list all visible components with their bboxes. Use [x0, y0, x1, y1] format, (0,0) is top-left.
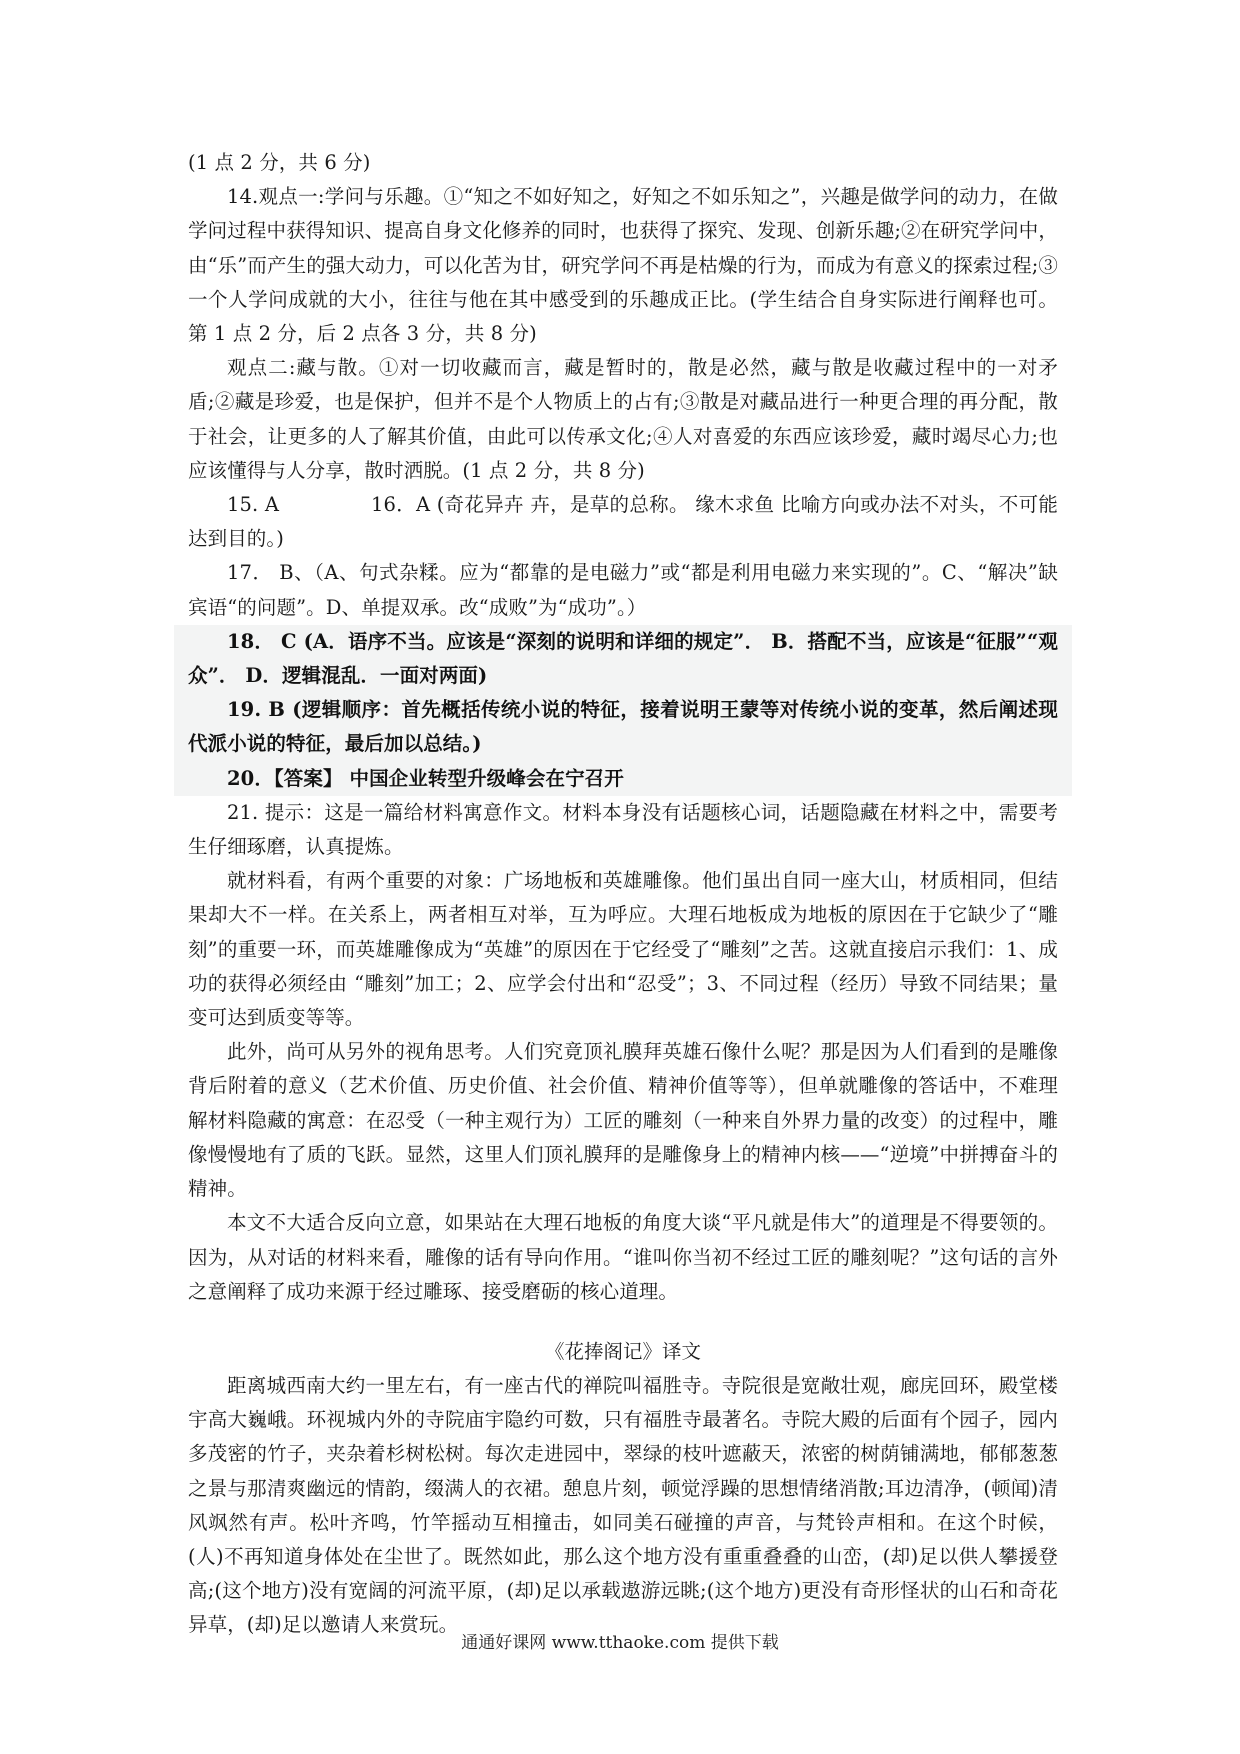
- scanned-insert: [174, 625, 1072, 796]
- answer-21-perspective: 此外，尚可从另外的视角思考。人们究竟顶礼膜拜英雄石像什么呢？那是因为人们看到的是雕像背后附着的意义（艺术价值、历史价值、社会价值、精神价值等等），但单就雕像的答话中，不难理解材料隐藏的寓意：在忍受（一种主观行为）工匠的雕刻（一种来自外界力量的改变）的过程中，雕像慢慢地有了质的飞跃。显然，这里人们顶礼膜拜的是雕像身上的精神内核——“逆境”中拼搏奋斗的精神。: [188, 1040, 1058, 1201]
- answer-17: 17． B、（A、句式杂糅。应为“都靠的是电磁力”或“都是利用电磁力来实现的”。C、“解决”缺宾语“的问题”。D、单提双承。改“成败”为“成功”。）: [188, 561, 1058, 619]
- answer-16: 16．A (奇花异卉 卉，是草的总称。 缘木求鱼 比喻方向或办法不对头，不可能达到目的。): [188, 493, 1058, 551]
- answer-document: [188, 146, 1058, 1643]
- answer-19: 19. B (逻辑顺序：首先概括传统小说的特征，接着说明王蒙等对传统小说的变革，然后阐述现代派小说的特征，最后加以总结。): [188, 698, 1058, 756]
- answer-21-caution: 本文不大适合反向立意，如果站在大理石地板的角度大谈“平凡就是伟大”的道理是不得要领的。因为，从对话的材料来看，雕像的话有导向作用。“谁叫你当初不经过工匠的雕刻呢？”这句话的言外之意阐释了成功来源于经过雕琢、接受磨砺的核心道理。: [188, 1211, 1058, 1303]
- answer-14-viewpoint-1: 14.观点一:学问与乐趣。①“知之不如好知之，好知之不如乐知之”，兴趣是做学问的动力，在做学问过程中获得知识、提高自身文化修养的同时，也获得了探究、发现、创新乐趣;②在研究学问中，由“乐”而产生的强大动力，可以化苦为甘，研究学问不再是枯燥的行为，而成为有意义的探索过程;③一个人学问成就的大小，往往与他在其中感受到的乐趣成正比。(学生结合自身实际进行阐释也可。第 1 点 2 分，后 2 点各 3 分，共 8 分): [188, 185, 1058, 346]
- page-footer: 通通好课网 www.tthaoke.com 提供下载: [461, 1633, 779, 1653]
- answer-14-viewpoint-2: 观点二:藏与散。①对一切收藏而言，藏是暂时的，散是必然，藏与散是收藏过程中的一对矛盾;②藏是珍爱，也是保护，但并不是个人物质上的占有;③散是对藏品进行一种更合理的再分配，散于社会，让更多的人了解其价值，由此可以传承文化;④人对喜爱的东西应该珍爱，藏时竭尽心力;也应该懂得与人分享，散时洒脱。(1 点 2 分，共 8 分): [188, 356, 1058, 482]
- answer-15-16: [188, 488, 1058, 556]
- answer-20: 20．【答案】 中国企业转型升级峰会在宁召开: [227, 766, 624, 790]
- answer-21-analysis: 就材料看，有两个重要的对象：广场地板和英雄雕像。他们虽出自同一座大山，材质相同，但结果却大不一样。在关系上，两者相互对举，互为呼应。大理石地板成为地板的原因在于它缺少了“雕刻”的重要一环，而英雄雕像成为“英雄”的原因在于它经受了“雕刻”之苦。这就直接启示我们：1、成功的获得必须经由 “雕刻”加工；2、应学会付出和“忍受”；3、不同过程（经历）导致不同结果；量变可达到质变等等。: [188, 869, 1058, 1030]
- translation-body: 距离城西南大约一里左右，有一座古代的禅院叫福胜寺。寺院很是宽敞壮观，廊庑回环，殿堂楼宇高大巍峨。环视城内外的寺院庙宇隐约可数，只有福胜寺最著名。寺院大殿的后面有个园子，园内多茂密的竹子，夹杂着杉树松树。每次走进园中，翠绿的枝叶遮蔽天，浓密的树荫铺满地，郁郁葱葱之景与那清爽幽远的情韵，缀满人的衣裙。憩息片刻，顿觉浮躁的思想情绪消散;耳边清净，(顿闻)清风飒然有声。松叶齐鸣，竹竿摇动互相撞击，如同美石碰撞的声音，与梵铃声相和。在这个时候，(人)不再知道身体处在尘世了。既然如此，那么这个地方没有重重叠叠的山峦，(却)足以供人攀援登高;(这个地方)没有宽阔的河流平原，(却)足以承载遨游远眺;(这个地方)更没有奇形怪状的山石和奇花异草，(却)足以邀请人来赏玩。: [188, 1373, 1058, 1637]
- answer-18: 18． C (A．语序不当。应该是“深刻的说明和详细的规定”． B．搭配不当，应该是“征服”“观众”． D．逻辑混乱．一面对两面): [188, 629, 1058, 688]
- answer-15: 15. A: [227, 493, 279, 517]
- translation-title: 《花捧阁记》译文: [544, 1339, 701, 1363]
- score-note: (1 点 2 分，共 6 分): [188, 151, 371, 174]
- answer-21-hint: 21. 提示：这是一篇给材料寓意作文。材料本身没有话题核心词，话题隐藏在材料之中，需要考生仔细琢磨，认真提炼。: [188, 800, 1058, 859]
